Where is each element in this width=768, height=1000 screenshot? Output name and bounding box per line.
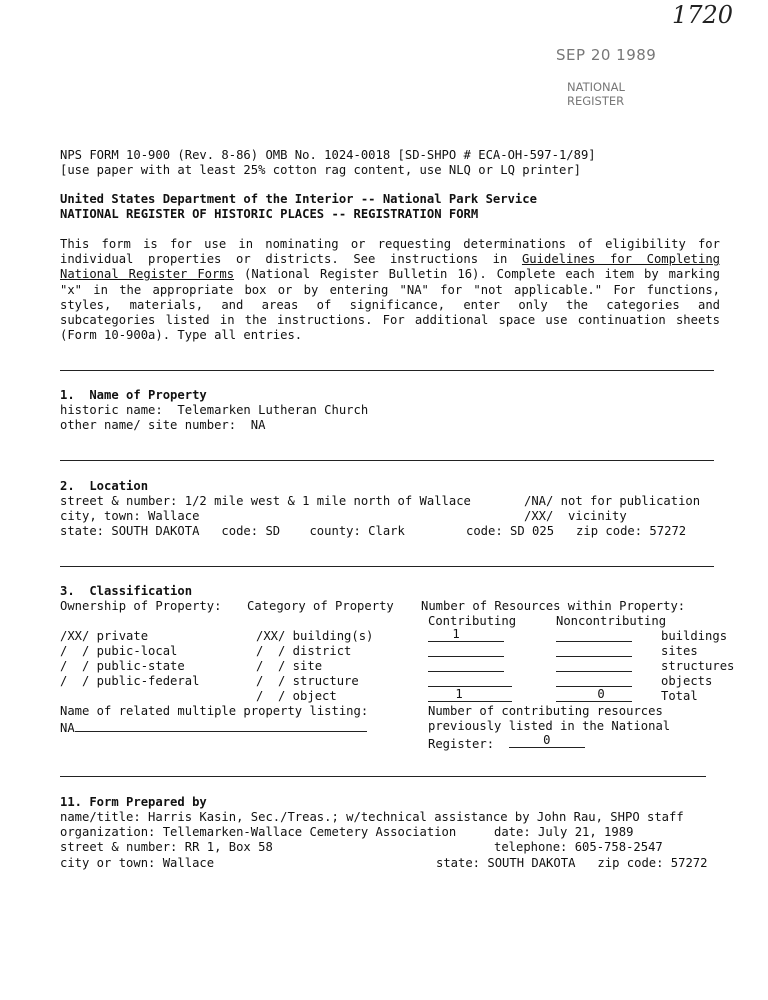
form-number-line: NPS FORM 10-900 (Rev. 8-86) OMB No. 1024-0018 [SD-SHPO # ECA-OH-597-1/89] — [60, 148, 596, 162]
intro-line-6: subcategories listed in the instructions. For additional space use continuation sheets — [60, 312, 720, 327]
multiple-property-value: NA — [60, 721, 75, 735]
guidelines-reference: Guidelines for Completing — [521, 252, 720, 267]
register-form-title: NATIONAL REGISTER OF HISTORIC PLACES -- REGISTRATION FORM — [60, 207, 479, 221]
intro-paragraph — [60, 237, 720, 343]
section-2-heading: 2. Location — [60, 479, 149, 493]
label-objects: objects — [661, 674, 713, 688]
total-contributing-value: 1 — [455, 687, 463, 701]
handwritten-number: 1720 — [672, 1, 734, 29]
ownership-private: /XX/ private — [60, 629, 149, 643]
label-structures: structures — [661, 659, 735, 673]
preparer-telephone: telephone: 605-758-2547 — [494, 840, 663, 854]
section-1-heading: 1. Name of Property — [60, 388, 207, 402]
category-site: / / site — [256, 659, 323, 673]
contributing-listed-line-2: previously listed in the National — [428, 719, 671, 733]
contributing-listed-line-3 — [428, 735, 585, 752]
category-header: Category of Property — [247, 599, 394, 613]
other-name: other name/ site number: NA — [60, 418, 266, 432]
divider — [60, 566, 714, 567]
divider — [60, 460, 714, 461]
multiple-property-field — [60, 719, 367, 736]
not-for-publication: /NA/ not for publication — [524, 494, 701, 508]
category-district: / / district — [256, 644, 352, 658]
preparer-date: date: July 21, 1989 — [494, 825, 634, 839]
register-label: Register: — [428, 737, 495, 751]
county-zip-codes: code: SD 025 zip code: 57272 — [466, 524, 687, 538]
preparer-organization: organization: Tellemarken-Wallace Cemetery Association — [60, 825, 457, 839]
preparer-city: city or town: Wallace — [60, 856, 215, 870]
ownership-public-federal: / / public-federal — [60, 674, 200, 688]
intro-line-3 — [60, 267, 720, 282]
preparer-street: street & number: RR 1, Box 58 — [60, 840, 273, 854]
contributing-header: Contributing — [428, 614, 517, 628]
label-buildings: buildings — [661, 629, 728, 643]
preparer-name-title: name/title: Harris Kasin, Sec./Treas.; w/technical assistance by John Rau, SHPO staff — [60, 810, 684, 824]
street-number: street & number: 1/2 mile west & 1 mile north of Wallace — [60, 494, 471, 508]
intro-line-5: styles, materials, and areas of significance, enter only the categories and — [60, 297, 720, 312]
category-object: / / object — [256, 689, 337, 703]
section-3-heading: 3. Classification — [60, 584, 193, 598]
received-stamp-line2: REGISTER — [567, 94, 625, 108]
intro-line-3-text: (National Register Bulletin 16). Complete each item by marking — [234, 267, 720, 282]
vicinity: /XX/ vicinity — [524, 509, 627, 523]
ownership-public-local: / / pubic-local — [60, 644, 178, 658]
preparer-state-zip: state: SOUTH DAKOTA zip code: 57272 — [436, 856, 708, 870]
intro-line-2-text: individual properties or districts. See instructions in — [60, 252, 522, 267]
city-town: city, town: Wallace — [60, 509, 200, 523]
received-stamp-date: SEP 20 1989 — [556, 46, 657, 64]
intro-line-2 — [60, 252, 720, 267]
register-count-value: 0 — [543, 733, 551, 747]
label-total: Total — [661, 689, 698, 703]
label-sites: sites — [661, 644, 698, 658]
section-11-heading: 11. Form Prepared by — [60, 795, 207, 809]
category-buildings: /XX/ building(s) — [256, 629, 374, 643]
intro-line-1: This form is for use in nominating or requesting determinations of eligibility for — [60, 237, 720, 251]
ownership-header: Ownership of Property: — [60, 599, 222, 613]
intro-line-7: (Form 10-900a). Type all entries. — [60, 328, 303, 343]
intro-line-4: "x" in the appropriate box or by entering "NA" for "not applicable." For functions, — [60, 282, 720, 297]
noncontributing-header: Noncontributing — [556, 614, 667, 628]
state-county: state: SOUTH DAKOTA code: SD county: Clark — [60, 524, 405, 538]
contributing-listed-line-1: Number of contributing resources — [428, 704, 663, 718]
buildings-contributing-value: 1 — [452, 627, 460, 641]
category-structure: / / structure — [256, 674, 359, 688]
divider — [60, 776, 706, 777]
historic-name: historic name: Telemarken Lutheran Church — [60, 403, 369, 417]
forms-reference: National Register Forms — [60, 267, 235, 282]
resources-header: Number of Resources within Property: — [421, 599, 686, 613]
received-stamp-line1: NATIONAL — [567, 80, 625, 94]
multiple-property-label: Name of related multiple property listing: — [60, 704, 369, 718]
divider — [60, 370, 714, 371]
department-line: United States Department of the Interior -- National Park Service — [60, 192, 537, 206]
ownership-public-state: / / public-state — [60, 659, 185, 673]
paper-instructions-line: [use paper with at least 25% cotton rag content, use NLQ or LQ printer] — [60, 163, 581, 177]
total-noncontributing-value: 0 — [597, 687, 605, 701]
